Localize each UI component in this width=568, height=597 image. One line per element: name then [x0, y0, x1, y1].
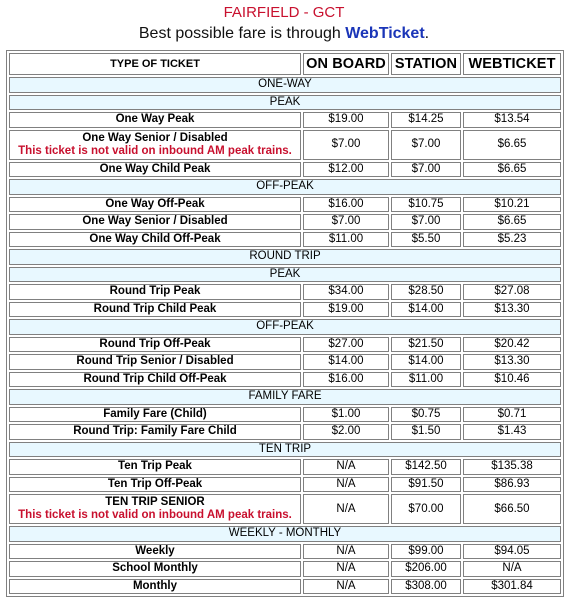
ticket-name: One Way Child Peak	[99, 162, 211, 175]
fare-row	[9, 459, 561, 475]
section-label: ROUND TRIP	[9, 249, 561, 265]
webticket-price: $66.50	[463, 494, 561, 524]
section-label: OFF-PEAK	[9, 179, 561, 195]
webticket-price: $10.21	[463, 197, 561, 213]
ticket-type-cell	[9, 579, 301, 595]
subtitle-period: .	[424, 25, 430, 42]
ticket-type-cell	[9, 284, 301, 300]
station-price: $206.00	[391, 561, 461, 577]
webticket-price: $5.23	[463, 232, 561, 248]
ticket-name: Monthly	[132, 579, 178, 592]
webticket-link[interactable]: WebTicket	[345, 25, 425, 42]
on-board-price: $27.00	[303, 337, 389, 353]
ticket-name: One Way Off-Peak	[105, 197, 205, 210]
fare-row	[9, 372, 561, 388]
station-price: $7.00	[391, 214, 461, 230]
station-price: $7.00	[391, 130, 461, 160]
on-board-price: N/A	[303, 459, 389, 475]
ticket-name: One Way Senior / Disabled	[82, 131, 228, 144]
ticket-type-cell	[9, 302, 301, 318]
ticket-type-cell	[9, 424, 301, 440]
ticket-type-cell	[9, 130, 301, 160]
station-price: $308.00	[391, 579, 461, 595]
on-board-price: N/A	[303, 477, 389, 493]
section-row	[9, 319, 561, 335]
section-label: TEN TRIP	[9, 442, 561, 458]
station-price: $14.00	[391, 354, 461, 370]
section-label: WEEKLY - MONTHLY	[9, 526, 561, 542]
section-label: OFF-PEAK	[9, 319, 561, 335]
section-label: PEAK	[9, 95, 561, 111]
header-row	[9, 53, 561, 75]
section-row	[9, 442, 561, 458]
webticket-price: $6.65	[463, 214, 561, 230]
ticket-type-cell	[9, 214, 301, 230]
webticket-price: $27.08	[463, 284, 561, 300]
fare-row	[9, 561, 561, 577]
on-board-price: $11.00	[303, 232, 389, 248]
fare-table-body	[9, 53, 561, 594]
webticket-price: $94.05	[463, 544, 561, 560]
fare-row	[9, 112, 561, 128]
ticket-type-cell	[9, 337, 301, 353]
webticket-price: $0.71	[463, 407, 561, 423]
on-board-price: $2.00	[303, 424, 389, 440]
section-label: ONE-WAY	[9, 77, 561, 93]
fare-row	[9, 214, 561, 230]
ticket-name: One Way Child Off-Peak	[89, 232, 221, 245]
ticket-type-cell	[9, 477, 301, 493]
column-header-type: TYPE OF TICKET	[9, 53, 301, 75]
fare-row	[9, 354, 561, 370]
ticket-name: Weekly	[135, 544, 175, 557]
station-price: $91.50	[391, 477, 461, 493]
on-board-price: N/A	[303, 561, 389, 577]
ticket-type-cell	[9, 162, 301, 178]
on-board-price: $7.00	[303, 214, 389, 230]
webticket-price: $13.30	[463, 302, 561, 318]
webticket-price: $6.65	[463, 162, 561, 178]
ticket-name: School Monthly	[112, 562, 198, 575]
station-price: $11.00	[391, 372, 461, 388]
on-board-price: $19.00	[303, 112, 389, 128]
webticket-price: $13.54	[463, 112, 561, 128]
fare-row	[9, 544, 561, 560]
station-price: $14.00	[391, 302, 461, 318]
ticket-type-cell	[9, 561, 301, 577]
column-header-on-board: ON BOARD	[303, 53, 389, 75]
on-board-price: N/A	[303, 494, 389, 524]
fare-row	[9, 232, 561, 248]
ticket-name: Round Trip Senior / Disabled	[76, 355, 234, 368]
ticket-restriction-note: This ticket is not valid on inbound AM peak trains.	[18, 509, 292, 521]
ticket-name: TEN TRIP SENIOR	[105, 496, 205, 508]
ticket-type-cell	[9, 407, 301, 423]
ticket-type-cell	[9, 232, 301, 248]
ticket-type-cell	[9, 372, 301, 388]
webticket-price: $86.93	[463, 477, 561, 493]
on-board-price: $14.00	[303, 354, 389, 370]
fare-row	[9, 130, 561, 160]
subtitle-text: Best possible fare is through	[138, 25, 346, 42]
ticket-name: Round Trip Peak	[109, 285, 201, 298]
fare-row	[9, 407, 561, 423]
ticket-name: One Way Senior / Disabled	[82, 215, 228, 228]
section-row	[9, 267, 561, 283]
station-price: $10.75	[391, 197, 461, 213]
station-price: $7.00	[391, 162, 461, 178]
webticket-price: $13.30	[463, 354, 561, 370]
ticket-name: Round Trip Child Off-Peak	[83, 372, 227, 385]
section-label: FAMILY FARE	[9, 389, 561, 405]
station-price: $142.50	[391, 459, 461, 475]
fare-row	[9, 424, 561, 440]
subtitle	[0, 23, 568, 45]
on-board-price: N/A	[303, 579, 389, 595]
fare-row	[9, 579, 561, 595]
fare-row	[9, 302, 561, 318]
fare-row	[9, 477, 561, 493]
ticket-restriction-note: This ticket is not valid on inbound AM peak trains.	[18, 144, 292, 157]
fare-row	[9, 284, 561, 300]
webticket-price: $135.38	[463, 459, 561, 475]
section-row	[9, 249, 561, 265]
ticket-name: One Way Peak	[115, 113, 195, 126]
section-row	[9, 179, 561, 195]
on-board-price: $16.00	[303, 372, 389, 388]
fare-row	[9, 494, 561, 524]
section-row	[9, 526, 561, 542]
on-board-price: $12.00	[303, 162, 389, 178]
webticket-price: $1.43	[463, 424, 561, 440]
station-price: $1.50	[391, 424, 461, 440]
on-board-price: $19.00	[303, 302, 389, 318]
fare-row	[9, 337, 561, 353]
webticket-price: $6.65	[463, 130, 561, 160]
ticket-name: Round Trip Off-Peak	[99, 337, 211, 350]
webticket-price: N/A	[463, 561, 561, 577]
section-row	[9, 389, 561, 405]
ticket-type-cell	[9, 459, 301, 475]
station-price: $28.50	[391, 284, 461, 300]
station-price: $0.75	[391, 407, 461, 423]
station-price: $14.25	[391, 112, 461, 128]
on-board-price: $7.00	[303, 130, 389, 160]
station-price: $70.00	[391, 494, 461, 524]
ticket-name: Ten Trip Peak	[118, 460, 192, 473]
fare-table	[6, 50, 564, 597]
ticket-type-cell	[9, 197, 301, 213]
on-board-price: $1.00	[303, 407, 389, 423]
fare-row	[9, 197, 561, 213]
ticket-type-cell	[9, 544, 301, 560]
on-board-price: N/A	[303, 544, 389, 560]
on-board-price: $16.00	[303, 197, 389, 213]
webticket-price: $10.46	[463, 372, 561, 388]
fare-row	[9, 162, 561, 178]
station-price: $21.50	[391, 337, 461, 353]
page-title: FAIRFIELD - GCT	[223, 4, 345, 21]
ticket-name: Ten Trip Off-Peak	[107, 477, 203, 490]
station-price: $5.50	[391, 232, 461, 248]
ticket-type-cell	[9, 354, 301, 370]
ticket-type-cell	[9, 112, 301, 128]
section-label: PEAK	[9, 267, 561, 283]
ticket-name: Round Trip Child Peak	[93, 302, 217, 315]
ticket-name: Round Trip: Family Fare Child	[73, 425, 237, 438]
webticket-price: $301.84	[463, 579, 561, 595]
station-price: $99.00	[391, 544, 461, 560]
ticket-type-cell	[9, 494, 301, 524]
ticket-name: Family Fare (Child)	[103, 407, 207, 420]
column-header-station: STATION	[391, 53, 461, 75]
on-board-price: $34.00	[303, 284, 389, 300]
section-row	[9, 77, 561, 93]
webticket-price: $20.42	[463, 337, 561, 353]
column-header-webticket: WEBTICKET	[463, 53, 561, 75]
section-row	[9, 95, 561, 111]
